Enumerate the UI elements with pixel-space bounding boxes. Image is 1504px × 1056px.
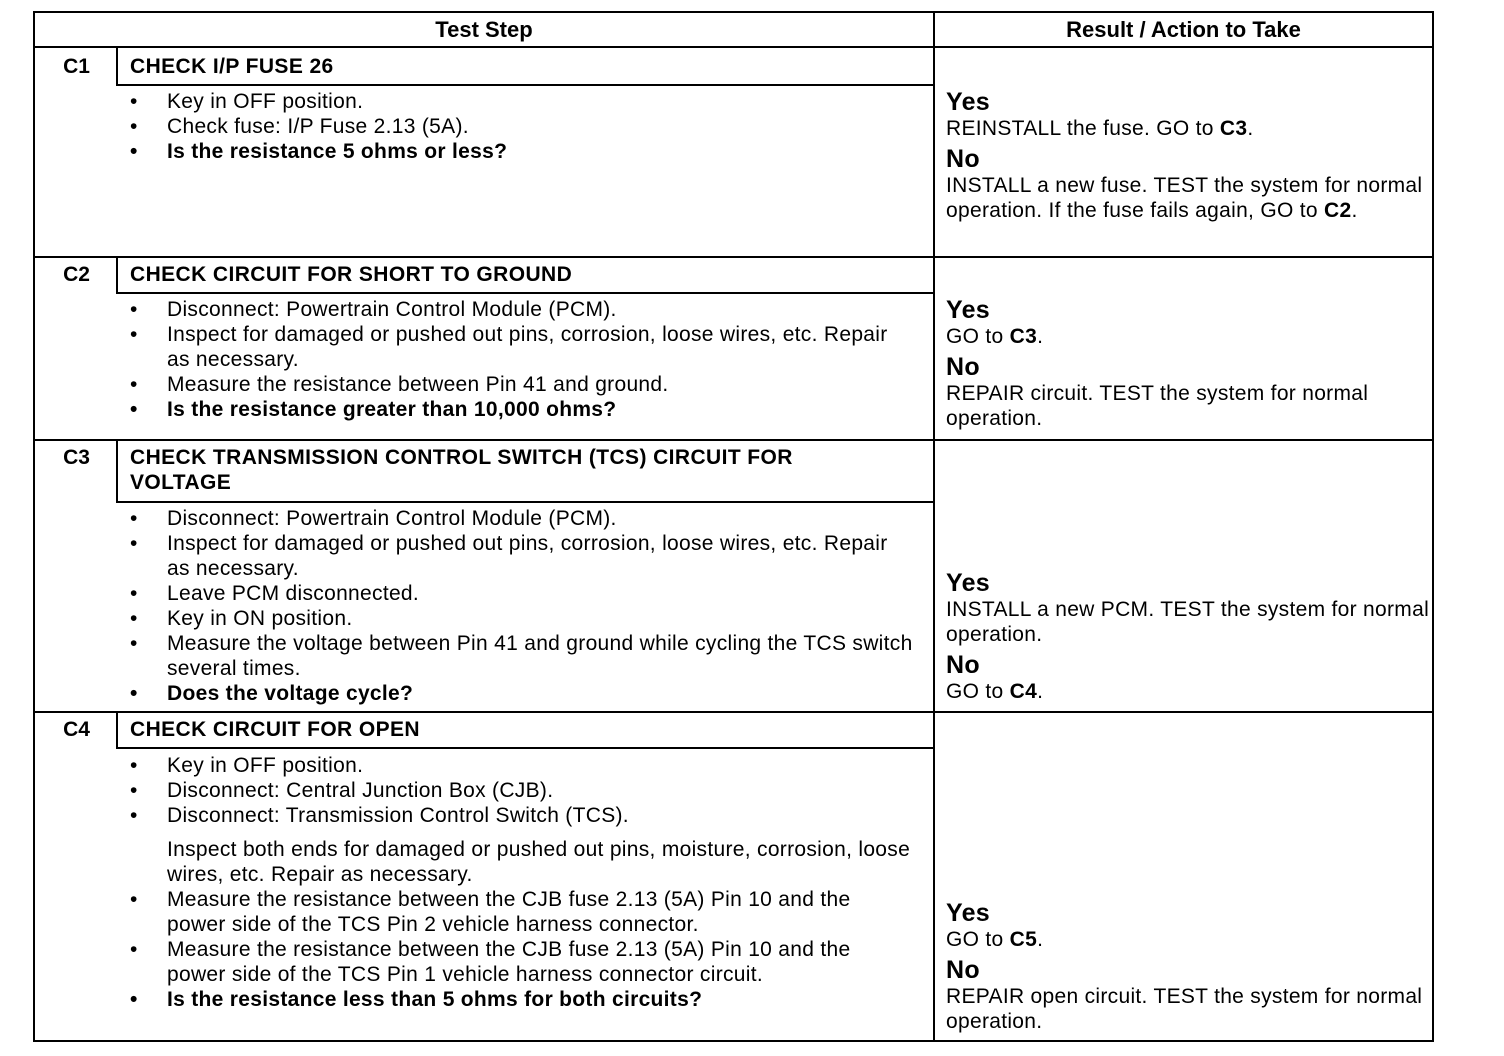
step-bullet (125, 114, 915, 139)
title-underline (116, 84, 934, 86)
no-label: No (946, 956, 980, 984)
step-code: C1 (63, 55, 90, 78)
no-step-ref: C2 (1323, 199, 1352, 222)
yes-label: Yes (946, 296, 991, 324)
no-action-text: INSTALL a new fuse. TEST the system for normal operation. If the fuse fails again, GO to (946, 174, 1423, 222)
step-bullet (125, 581, 915, 606)
bullet-text: Leave PCM disconnected. (167, 582, 420, 605)
bullet-icon: • (130, 298, 138, 321)
step-result (946, 569, 1432, 708)
bullet-text: Disconnect: Transmission Control Switch (TCS). (167, 804, 629, 827)
header-result-action: Result / Action to Take (935, 13, 1432, 48)
yes-step-ref: C3 (1009, 325, 1038, 348)
step-bullet (125, 887, 915, 937)
yes-label: Yes (946, 88, 991, 116)
bullet-text: Inspect both ends for damaged or pushed out pins, moisture, corrosion, loose wires, etc. Repair as necessary. (167, 838, 911, 886)
bullet-text: Inspect for damaged or pushed out pins, corrosion, loose wires, etc. Repair as necessary. (167, 323, 888, 371)
no-action-text: REPAIR open circuit. TEST the system for normal operation. (946, 985, 1423, 1033)
step-bullet (125, 631, 915, 681)
bullet-text: Is the resistance 5 ohms or less? (167, 140, 508, 163)
bullet-icon: • (130, 507, 138, 530)
bullet-text: Measure the resistance between the CJB fuse 2.13 (5A) Pin 10 and the power side of the TCS Pin 1 vehicle harness connector circuit. (167, 938, 851, 986)
yes-step-ref: C3 (1219, 117, 1248, 140)
bullet-icon: • (130, 323, 138, 346)
step-bullet (125, 531, 915, 581)
bullet-icon: • (130, 754, 138, 777)
bullet-text: Measure the resistance between Pin 41 and ground. (167, 373, 669, 396)
header-test-step: Test Step (35, 13, 935, 48)
step-bullets (125, 506, 915, 706)
no-action (946, 173, 1432, 223)
step-code: C4 (63, 718, 90, 741)
bullet-icon: • (130, 532, 138, 555)
bullet-text: Is the resistance less than 5 ohms for both circuits? (167, 988, 703, 1011)
title-underline (116, 292, 934, 294)
row-divider (35, 711, 1432, 713)
yes-step-ref: C5 (1009, 928, 1038, 951)
step-bullet (125, 89, 915, 114)
bullet-text: Disconnect: Central Junction Box (CJB). (167, 779, 554, 802)
row-divider (35, 439, 1432, 441)
no-label: No (946, 145, 980, 173)
step-bullet (125, 372, 915, 397)
row-divider (35, 256, 1432, 258)
bullet-text: Inspect for damaged or pushed out pins, corrosion, loose wires, etc. Repair as necessary. (167, 532, 888, 580)
step-note (125, 837, 915, 887)
yes-action (946, 116, 1432, 141)
step-title: CHECK CIRCUIT FOR SHORT TO GROUND (130, 263, 573, 286)
step-bullets (125, 89, 915, 164)
bullet-text: Disconnect: Powertrain Control Module (PCM). (167, 298, 617, 321)
bullet-icon: • (130, 804, 138, 827)
yes-action-tail: . (1037, 928, 1044, 951)
bullet-icon: • (130, 582, 138, 605)
yes-action-text: INSTALL a new PCM. TEST the system for normal operation. (946, 598, 1430, 646)
yes-action-tail: . (1247, 117, 1254, 140)
bullet-icon: • (130, 938, 138, 961)
yes-action (946, 597, 1432, 647)
bullet-text: Is the resistance greater than 10,000 ohms? (167, 398, 617, 421)
step-bullet (125, 322, 915, 372)
bullet-text: Disconnect: Powertrain Control Module (PCM). (167, 507, 617, 530)
step-title: CHECK TRANSMISSION CONTROL SWITCH (TCS) CIRCUIT FOR VOLTAGE (130, 446, 793, 494)
step-bullet (125, 681, 915, 706)
no-action (946, 679, 1432, 704)
bullet-icon: • (130, 140, 138, 163)
step-result (946, 88, 1432, 227)
bullet-text: Measure the voltage between Pin 41 and ground while cycling the TCS switch several times. (167, 632, 913, 680)
title-underline (116, 747, 934, 749)
bullet-text: Measure the resistance between the CJB fuse 2.13 (5A) Pin 10 and the power side of the TCS Pin 2 vehicle harness connector. (167, 888, 851, 936)
no-action-tail: . (1351, 199, 1358, 222)
yes-action (946, 927, 1432, 952)
step-title: CHECK I/P FUSE 26 (130, 55, 334, 78)
step-result (946, 296, 1432, 435)
bullet-icon: • (130, 888, 138, 911)
bullet-icon: • (130, 607, 138, 630)
step-bullet (125, 803, 915, 828)
bullet-text: Key in ON position. (167, 607, 353, 630)
column-divider (933, 48, 935, 1040)
yes-label: Yes (946, 899, 991, 927)
bullet-icon: • (130, 398, 138, 421)
no-label: No (946, 353, 980, 381)
bullet-icon: • (130, 115, 138, 138)
step-bullet (125, 139, 915, 164)
step-bullets (125, 753, 915, 1012)
bullet-icon: • (130, 632, 138, 655)
step-bullet (125, 606, 915, 631)
yes-action (946, 324, 1432, 349)
step-code: C2 (63, 263, 90, 286)
no-action (946, 984, 1432, 1034)
bullet-text: Does the voltage cycle? (167, 682, 414, 705)
step-code: C3 (63, 446, 90, 469)
no-action-tail: . (1037, 680, 1044, 703)
bullet-icon: • (130, 90, 138, 113)
bullet-icon: • (130, 373, 138, 396)
bullet-icon: • (130, 988, 138, 1011)
step-bullet (125, 397, 915, 422)
step-title: CHECK CIRCUIT FOR OPEN (130, 718, 420, 741)
step-bullet (125, 506, 915, 531)
no-action (946, 381, 1432, 431)
yes-action-text: REINSTALL the fuse. GO to (946, 117, 1220, 140)
step-bullet (125, 297, 915, 322)
title-underline (116, 501, 934, 503)
bullet-text: Key in OFF position. (167, 90, 364, 113)
yes-action-text: GO to (946, 325, 1010, 348)
yes-action-tail: . (1037, 325, 1044, 348)
bullet-text: Key in OFF position. (167, 754, 364, 777)
yes-action-text: GO to (946, 928, 1010, 951)
no-label: No (946, 651, 980, 679)
bullet-text: Check fuse: I/P Fuse 2.13 (5A). (167, 115, 469, 138)
step-bullet (125, 778, 915, 803)
bullet-icon: • (130, 682, 138, 705)
step-bullet (125, 987, 915, 1012)
no-action-text: REPAIR circuit. TEST the system for normal operation. (946, 382, 1369, 430)
step-bullet (125, 937, 915, 987)
step-bullets (125, 297, 915, 422)
step-bullet (125, 753, 915, 778)
step-result (946, 899, 1432, 1038)
bullet-icon: • (130, 779, 138, 802)
diagnostic-table (33, 11, 1434, 1042)
no-step-ref: C4 (1009, 680, 1038, 703)
no-action-text: GO to (946, 680, 1010, 703)
yes-label: Yes (946, 569, 991, 597)
